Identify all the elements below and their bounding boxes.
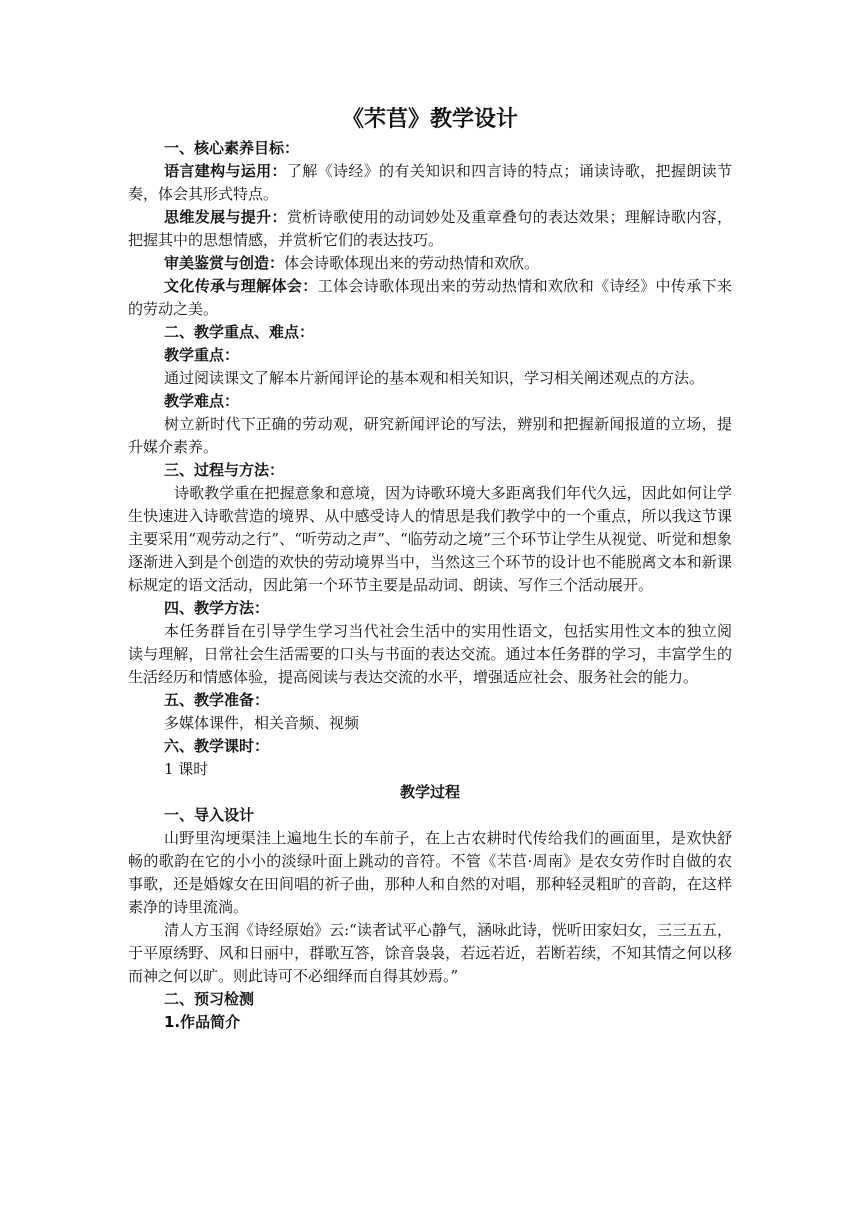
goal-text: 体会诗歌体现出来的劳动热情和欢欣。 [284,254,540,272]
process-method-text: 诗歌教学重在把握意象和意境，因为诗歌环境大多距离我们年代久远，因此如何让学生快速进入诗歌营造的境界、从中感受诗人的情思是我们教学中的一个重点，所以我这节课主要采用“观劳动之行”、“听劳动之声”、“临劳动之境”三个环节让学生从视觉、听觉和想象逐渐进入到是个创造的欢快的劳动境界当中，当然这三个环节的设计也不能脱离文本和新课标规定的语文活动，因此第一个环节主要是品动词、朗读、写作三个活动展开。 [128,484,732,594]
section-heading-key-points: 二、教学重点、难点： [164,323,315,341]
subsection-heading-work-intro: 1.作品简介 [164,1013,241,1031]
difficulty-text: 树立新时代下正确的劳动观，研究新闻评论的写法，辨别和把握新闻报道的立场，提升媒介素养。 [128,415,732,456]
key-point-text: 通过阅读课文了解本片新闻评论的基本观和相关知识，学习相关阐述观点的方法。 [164,369,705,387]
document-title: 《芣苢》教学设计 [341,107,518,132]
preparation-text: 多媒体课件，相关音频、视频 [164,714,360,732]
introduction-text: 山野里沟埂渠洼上遍地生长的车前子，在上古农耕时代传给我们的画面里，是欢快舒畅的歌韵在它的小小的淡绿叶面上跳动的音符。不管《芣苢·周南》是农女劳作时自做的农事歌，还是婚嫁女在田间唱的祈子曲，那种人和自然的对唱，那种轻灵粗旷的音韵，在这样素净的诗里流淌。 [128,829,732,916]
goal-culture [128,275,732,321]
section-heading-process-method: 三、过程与方法： [164,461,285,479]
goal-language [128,160,732,206]
teaching-process-heading: 教学过程 [399,783,460,801]
goal-aesthetic [128,252,732,275]
section-heading-class-hours: 六、教学课时： [164,737,270,755]
goal-text: 工体会诗歌体现出来的劳动热情和欢欣和《诗经》中传承下来的劳动之美。 [128,277,732,318]
difficulty-label: 教学难点： [164,392,240,410]
class-hours-text: 1 课时 [164,760,209,778]
section-heading-preview-check: 二、预习检测 [164,990,255,1008]
goal-label: 语言建构与运用： [164,162,287,180]
goal-label: 思维发展与提升： [164,208,287,226]
goal-thinking [128,206,732,252]
section-heading-teaching-method: 四、教学方法： [164,599,270,617]
section-heading-introduction: 一、导入设计 [164,806,255,824]
goal-text: 了解《诗经》的有关知识和四言诗的特点；诵读诗歌，把握朗读节奏，体会其形式特点。 [128,162,732,203]
introduction-quote: 清人方玉润《诗经原始》云:“读者试平心静气，涵咏此诗，恍听田家妇女，三三五五，于平原绣野、风和日丽中，群歌互答，馀音袅袅，若远若近，若断若续，不知其情之何以移而神之何以旷。则此诗可不必细绎而自得其妙焉。” [128,921,732,985]
document-body [128,104,732,1034]
goal-label: 审美鉴赏与创造： [164,254,285,272]
goal-label: 文化传承与理解体会： [164,277,318,295]
goal-text: 赏析诗歌使用的动词妙处及重章叠句的表达效果；理解诗歌内容，把握其中的思想情感，并赏析它们的表达技巧。 [128,208,732,249]
teaching-method-text: 本任务群旨在引导学生学习当代社会生活中的实用性语文，包括实用性文本的独立阅读与理解，日常社会生活需要的口头与书面的表达交流。通过本任务群的学习，丰富学生的生活经历和情感体验，提高阅读与表达交流的水平，增强适应社会、服务社会的能力。 [128,622,732,686]
section-heading-goals: 一、核心素养目标： [164,139,300,157]
key-point-label: 教学重点： [164,346,240,364]
section-heading-preparation: 五、教学准备： [164,691,270,709]
